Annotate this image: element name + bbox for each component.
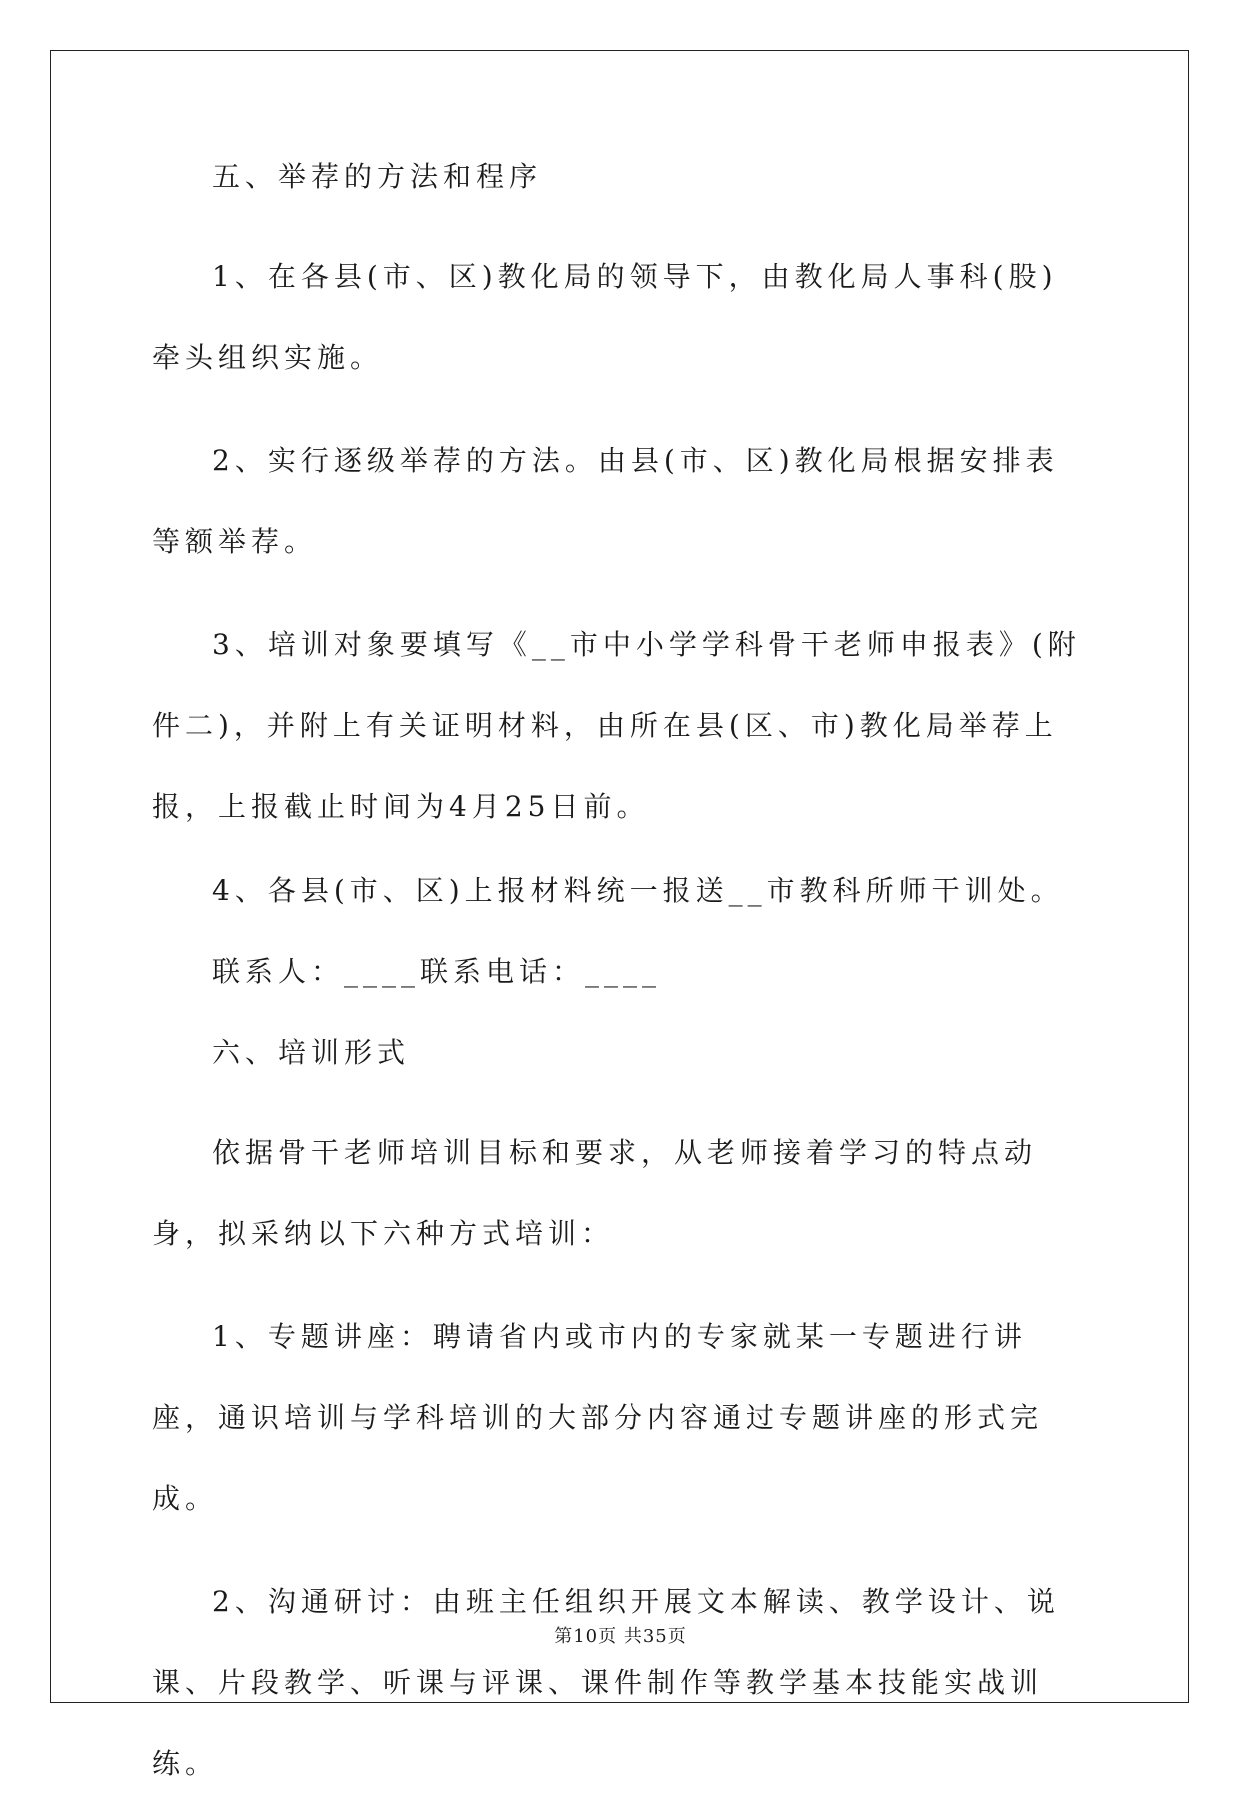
page-number: 第10页 共35页 <box>554 1626 687 1647</box>
paragraph: 4、各县(市、区)上报材料统一报送__市教科所师干训处。 <box>212 874 1064 907</box>
paragraph: 2、实行逐级举荐的方法。由县(市、区)教化局根据安排表等额举荐。 <box>152 444 1059 558</box>
paragraph: 依据骨干老师培训目标和要求，从老师接着学习的特点动身，拟采纳以下六种方式培训： <box>152 1136 1038 1250</box>
paragraph: 1、专题讲座：聘请省内或市内的专家就某一专题进行讲座，通识培训与学科培训的大部分内容通过专题讲座的形式完成。 <box>152 1320 1044 1515</box>
paragraph: 2、沟通研讨：由班主任组织开展文本解读、教学设计、说课、片段教学、听课与评课、课件制作等教学基本技能实战训练。 <box>152 1585 1060 1780</box>
document-body <box>152 155 1087 1804</box>
section-heading: 五、举荐的方法和程序 <box>212 160 543 193</box>
paragraph: 3、培训对象要填写《__市中小学学科骨干老师申报表》(附件二)，并附上有关证明材料，由所在县(区、市)教化局举荐上报，上报截止时间为4月25日前。 <box>152 628 1081 823</box>
section-heading: 六、培训形式 <box>212 1036 411 1069</box>
contact-line: 联系人：____联系电话：____ <box>212 955 662 988</box>
paragraph: 1、在各县(市、区)教化局的领导下，由教化局人事科(股)牵头组织实施。 <box>152 260 1058 374</box>
